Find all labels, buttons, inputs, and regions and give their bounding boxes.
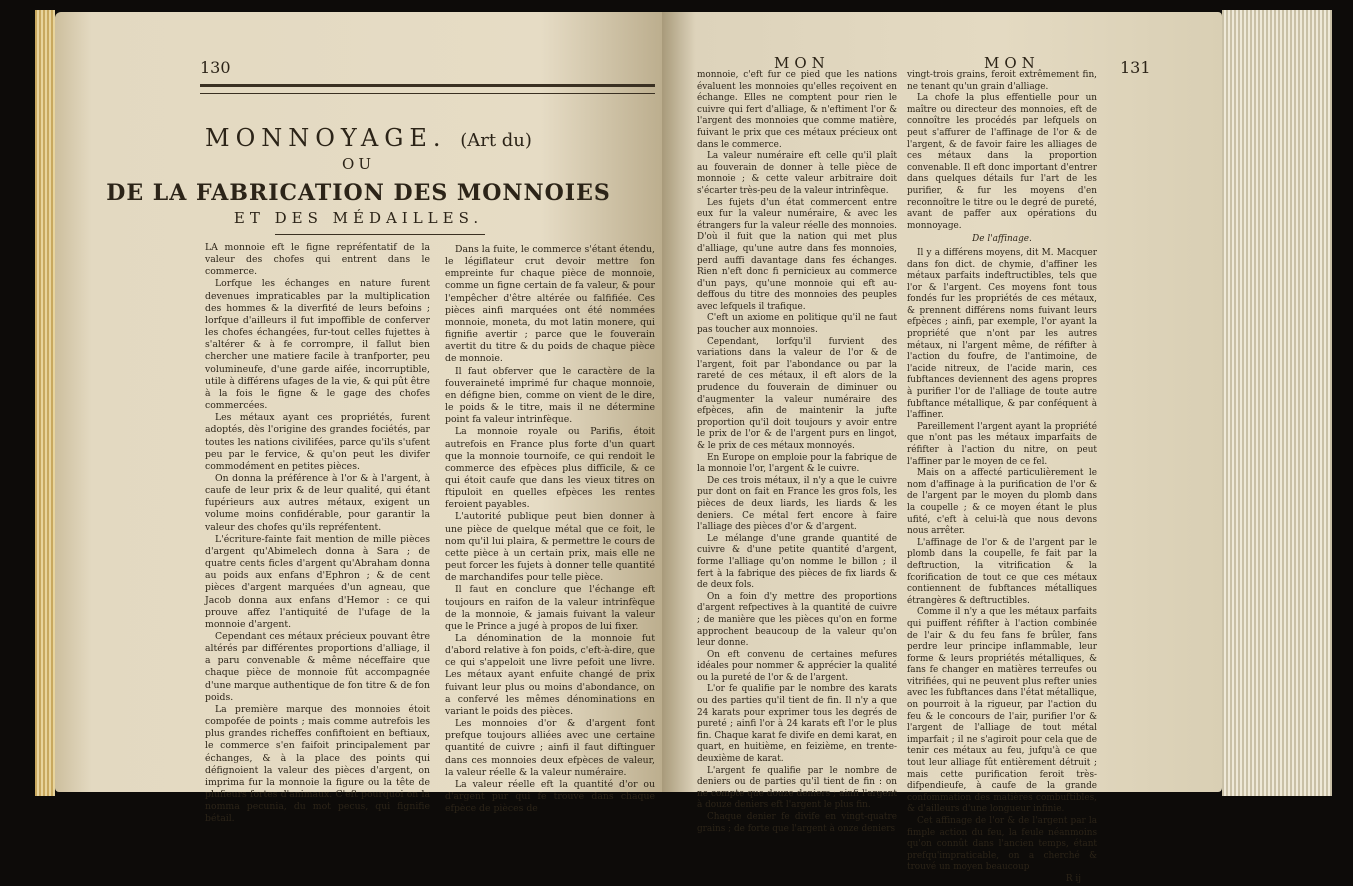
paragraph: Dans la fuite, le commerce s'étant étendu, le légiflateur crut devoir mettre fon empreinte fur chaque pièce de monnoie, comme un figne certain de fa valeur, & pour l'empêcher d'être altérée ou falfifiée. Ces pièces ainfi marquées ont été nommées monnoie, moneta, du mot latin monere, qui fignifie avertir ; parce que le fouverain avertit du titre & du poids de chaque pièce de monnoie. [445,244,655,365]
running-head-right: MON [984,54,1040,72]
paragraph: La monnoie royale ou Parifis, étoit autrefois en France plus forte d'un quart que la monnoie tournoife, ce qui rendoit le commerce des efpèces plus difficile, & ce qui étoit caufe que dans les vieux titres on ftipuloit en quelles efpèces les rentes feroient payables. [445,426,655,511]
paragraph: Il faut obferver que le caractère de la fouveraineté imprimé fur chaque monnoie, en défigne bien, comme on vient de le dire, le poids & le titre, mais il ne détermine point fa valeur intrinfèque. [445,365,655,426]
paragraph: La valeur numéraire eft celle qu'il plaît au fouverain de donner à telle pièce de monnoie ; & cette valeur arbitraire doit s'écarter très-peu de la valeur intrinfèque. [697,151,897,196]
title-divider [275,234,485,235]
subtitle-2: ET DES MÉDAILLES. [233,209,484,227]
paragraph: Lorfque les échanges en nature furent devenues impraticables par la multiplication des hommes & la diverfité de leurs befoins ; lorfque d'ailleurs il fut impoffible de conferver les chofes échangées, fur-tout celles fujettes à s'altérer & à fe corrompre, il fallut bien chercher une matiere facile à tranfporter, peu volumineufe, d'une garde aifée, incorruptible, utile à différens ufages de la vie, & qui pût être à la fois le figne & le gage des chofes commercées. [205,278,430,412]
paragraph: La valeur réelle eft la quantité d'or ou d'argent pur qui fe trouve dans chaque efpèce de pièces de [445,778,655,815]
paragraph: On donna la préférence à l'or & à l'argent, à caufe de leur prix & de leur qualité, qui étant fupérieurs aux autres métaux, exigent un volume moins confidérable, pour garantir la valeur des chofes qu'ils repréfentent. [205,472,430,533]
paragraph: La chofe la plus effentielle pour un maître ou directeur des monnoies, eft de connoître les procédés par lefquels on peut s'affurer de l'affinage de l'or & de l'argent, & de favoir faire les alliages de ces métaux dans la proportion convenable. Il eft donc important d'entrer dans quelques détails fur l'art de les purifier, & fur les moyens d'en reconnoître le titre ou le degré de pureté, avant de paffer aux opérations du monnoyage. [907,93,1097,231]
paragraph: De ces trois métaux, il n'y a que le cuivre pur dont on fait en France les gros fols, les pièces de deux liards, les liards & les deniers. Ce métal fert encore à faire l'alliage des pièces d'or & d'argent. [697,475,897,533]
paragraph: L'or fe qualifie par le nombre des karats ou des parties qu'il tient de fin. Il n'y a que 24 karats pour exprimer tous les degrés de pureté ; ainfi l'or à 24 karats eft l'or le plus fin. Chaque karat fe divife en demi karat, en quart, en huitième, en feizième, en trente-deuxième de karat. [697,684,897,765]
paragraph: vingt-trois grains, feroit extrêmement fin, ne tenant qu'un grain d'alliage. [907,70,1097,92]
page-number: 130 [200,58,231,77]
page-number: 131 [1120,58,1151,77]
paragraph: Cependant, lorfqu'il furvient des variations dans la valeur de l'or & de l'argent, foit par l'abondance ou par la rareté de ces métaux, il eft alors de la prudence du fouverain de diminuer ou d'augmenter la valeur numéraire des efpèces, afin de maintenir la jufte proportion qu'il doit toujours y avoir entre le prix de l'or & de l'argent purs en lingot, & le prix de ces métaux monnoyés. [697,336,897,451]
header-rule [200,84,655,94]
signature-mark: R ij [1065,873,1081,884]
paragraph: En Europe on emploie pour la fabrique de la monnoie l'or, l'argent & le cuivre. [697,452,897,475]
paragraph: L'écriture-fainte fait mention de mille pièces d'argent qu'Abimelech donna à Sara ; de quatre cents ficles d'argent qu'Abraham donna au poids aux enfans d'Ephron ; & de cent pièces d'argent marquées d'un agneau, que Jacob donna aux enfans d'Hemor : ce qui prouve affez l'antiquité de l'ufage de la monnoie d'argent. [205,533,430,630]
paragraph: LA monnoie eft le figne repréfentatif de la valeur des chofes qui entrent dans le commerce. [205,242,430,278]
right-column-1 [697,70,897,835]
paragraph: Les métaux ayant ces propriétés, furent adoptés, dès l'origine des grandes fociétés, par toutes les nations civilifées, parce qu'ils s'ufent peu par le fervice, & qu'on peut les divifer commodément en petites pièces. [205,412,430,472]
title-text: MONNOYAGE. [205,124,447,152]
paragraph: La première marque des monnoies étoit compofée de points ; mais comme autrefois les plus grandes richeffes confiftoient en beftiaux, le commerce s'en faifoit principalement par échanges, & à la place des points qui défignoient la valeur des pièces d'argent, on imprima fur la monnoie la figure ou la tête de plufieurs fortes d'animaux. C'eft pourquoi on la nomma pecunia, du mot pecus, qui fignifie bétail. [205,703,430,825]
left-page [55,12,662,825]
paragraph: Chaque denier fe divife en vingt-quatre grains ; de forte que l'argent à onze deniers [697,812,897,834]
left-column-2 [445,244,655,815]
paragraph: Il faut en conclure que l'échange eft toujours en raifon de la valeur intrinfèque de la monnoie, & jamais fuivant la valeur que le Prince a jugé à propos de lui fixer. [445,584,655,632]
paragraph: L'autorité publique peut bien donner à une pièce de quelque métal que ce foit, le nom qu'il lui plaira, & permettre le cours de cette pièce à un certain prix, mais elle ne peut forcer les fujets à donner telle quantité de marchandifes pour telle pièce. [445,511,655,584]
running-head-left: MON [774,54,830,72]
subtitle: DE LA FABRICATION DES MONNOIES [106,180,611,206]
paragraph: Il y a différens moyens, dit M. Macquer dans fon dict. de chymie, d'affiner les métaux parfaits indeftructibles, tels que l'or & l'argent. Ces moyens font tous fondés fur les propriétés de ces métaux, & prennent différens noms fuivant leurs efpèces ; ainfi, par exemple, l'or ayant la propriété que n'ont par les autres métaux, ni l'argent même, de réfifter à l'action du foufre, de l'antimoine, de l'acide nitreux, de l'acide marin, ces fubftances deviennent des agens propres à purifier l'or de l'alliage de toute autre fubftance métallique, & par conféquent à l'affiner. [907,247,1097,421]
paragraph: L'argent fe qualifie par le nombre de deniers ou de parties qu'il tient de fin : on ne compte que douze deniers ; ainfi l'argent à douze deniers eft l'argent le plus fin. [697,765,897,811]
section-heading: De l'affinage. [972,234,1032,245]
paragraph: monnoie, c'eft fur ce pied que les nations évaluent les monnoies qu'elles reçoivent en échange. Elles ne comptent pour rien le cuivre qui fert d'alliage, & n'eftiment l'or & l'argent des monnoies que comme matière, fuivant le prix que ces métaux précieux ont dans le commerce. [697,70,897,150]
paragraph: On eft convenu de certaines mefures idéales pour nommer & apprécier la qualité ou la pureté de l'or & de l'argent. [697,649,897,683]
book-edge-right [1222,10,1332,796]
paragraph: La dénomination de la monnoie fut d'abord relative à fon poids, c'eft-à-dire, que ce qui s'appeloit une livre pefoit une livre. Les métaux ayant enfuite changé de prix fuivant leur plus ou moins d'abondance, on a confervé les mêmes dénominations en variant le poids des pièces. [445,633,655,717]
paragraph: Cependant ces métaux précieux pouvant être altérés par différentes proportions d'alliage, il a paru convenable & même néceffaire que chaque pièce de monnoie fût accompagnée d'une marque authentique de fon titre & de fon poids. [205,631,430,703]
paragraph: Cet affinage de l'or & de l'argent par la fimple action du feu, la feule néanmoins qu'on connût dans l'ancien temps, étant prefqu'impraticable, on a cherché & trouvé un moyen beaucoup [907,816,1097,873]
paragraph: Le mélange d'une grande quantité de cuivre & d'une petite quantité d'argent, forme l'alliage qu'on nomme le billon ; il fert à la fabrique des pièces de fix liards & de deux fols. [697,533,897,591]
right-column-2 [907,70,1097,886]
paragraph: C'eft un axiome en politique qu'il ne faut pas toucher aux monnoies. [697,313,897,336]
paragraph: L'affinage de l'or & de l'argent par le plomb dans la coupelle, fe fait par la deftruction, la vitrification & la fcorification de tout ce que ces métaux contiennent de fubftances métalliques étrangères & deftructibles. [907,537,1097,606]
right-page [662,12,1222,884]
page-title [205,124,625,152]
paragraph: On a foin d'y mettre des proportions d'argent refpectives à la quantité de cuivre ; de manière que les pièces qu'on en forme approchent beaucoup de la valeur qu'on leur donne. [697,591,897,649]
title-suffix: (Art du) [460,130,532,151]
paragraph: Mais on a affecté particulièrement le nom d'affinage à la purification de l'or & de l'argent par le moyen du plomb dans la coupelle ; & ce moyen étant le plus ufité, c'eft à celui-là que nous devons nous arrêter. [907,468,1097,537]
paragraph: Comme il n'y a que les métaux parfaits qui puiffent réfifter à l'action combinée de l'air & du feu fans fe brûler, fans perdre leur principe inflammable, leur forme & leurs propriétés métalliques, & fans fe changer en matières terreufes ou vitrifiées, qui ne peuvent plus refter unies avec les fubftances dans l'état métallique, on pourroit à la rigueur, par l'action du feu & le concours de l'air, purifier l'or & l'argent de l'alliage de tout métal imparfait ; il ne s'agiroit pour cela que de tenir ces métaux au feu, jufqu'à ce que tout leur alliage fût entièrement détruit ; mais cette purification feroit très-difpendieufe, à caufe de la grande confommation des matières combuftibles, & d'ailleurs d'une longueur infinie. [907,607,1097,815]
paragraph: Les monnoies d'or & d'argent font prefque toujours alliées avec une certaine quantité de cuivre ; ainfi il faut diftinguer dans ces monnoies deux efpèces de valeur, la valeur réelle & la valeur numéraire. [445,718,655,778]
paragraph: Pareillement l'argent ayant la propriété que n'ont pas les métaux imparfaits de réfifter à l'action du nitre, on peut l'affiner par le moyen de ce fel. [907,421,1097,467]
left-column-1 [205,242,430,826]
book-edge-left [35,10,55,796]
paragraph: Les fujets d'un état commercent entre eux fur la valeur numéraire, & avec les étrangers fur la valeur réelle des monnoies. D'où il fuit que la nation qui met plus d'alliage, qu'une autre dans fes monnoies, perd auffi davantage dans fes échanges. Rien n'eft donc fi pernicieux au commerce d'un pays, qu'une monnoie qui eft au-deffous du titre des monnoies des peuples avec lefquels il trafique. [697,197,897,312]
title-ou: OU [342,155,375,173]
